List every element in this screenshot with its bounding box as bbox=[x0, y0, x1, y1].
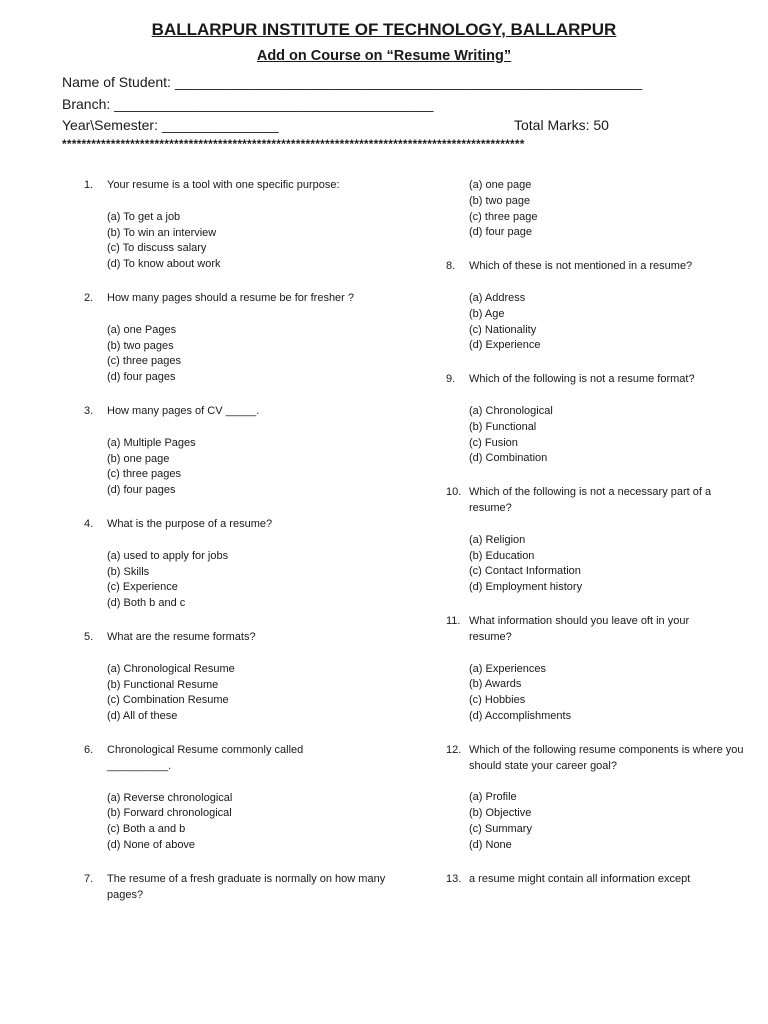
option: (b) two page bbox=[469, 194, 531, 207]
question bbox=[446, 743, 764, 775]
question-text: Which of the following is not a necessary part of a resume? bbox=[469, 486, 712, 514]
question-number: 11. bbox=[446, 614, 461, 627]
option: (a) one page bbox=[469, 179, 532, 191]
option: (b) two pages bbox=[107, 339, 174, 352]
option: (a) Chronological Resume bbox=[107, 662, 235, 675]
option: (a) Experiences bbox=[469, 662, 547, 675]
question-number: 3. bbox=[84, 404, 94, 417]
option: (a) used to apply for jobs bbox=[107, 549, 229, 562]
option: (c) Contact Information bbox=[469, 565, 581, 578]
question-text: Chronological Resume commonly called __________. bbox=[107, 743, 304, 772]
student-name-field: Name of Student: ____________________________________________________________ bbox=[62, 74, 643, 90]
question bbox=[84, 872, 392, 904]
question bbox=[84, 178, 384, 194]
left-column bbox=[84, 178, 384, 921]
option: (c) Nationality bbox=[469, 323, 537, 336]
option: (d) Employment history bbox=[469, 581, 583, 594]
question-number: 4. bbox=[84, 517, 94, 530]
question-text: The resume of a fresh graduate is normally on how many pages? bbox=[107, 872, 386, 901]
option: (b) Functional bbox=[469, 420, 537, 433]
question-number: 12. bbox=[446, 743, 462, 756]
separator-line: *********************************************************************************************** bbox=[62, 137, 525, 151]
option: (d) Combination bbox=[469, 452, 548, 465]
question-number: 9. bbox=[446, 373, 456, 386]
question-text: What are the resume formats? bbox=[107, 630, 256, 643]
option: (d) Both b and c bbox=[107, 597, 186, 610]
options-list bbox=[84, 323, 384, 386]
question-number: 8. bbox=[446, 260, 456, 273]
option: (c) Both a and b bbox=[107, 823, 186, 836]
question-number: 6. bbox=[84, 743, 94, 756]
right-column bbox=[446, 178, 746, 905]
option: (d) All of these bbox=[107, 710, 178, 723]
question bbox=[446, 485, 749, 517]
option: (b) one page bbox=[107, 452, 170, 465]
option: (c) Combination Resume bbox=[107, 694, 229, 707]
option: (c) To discuss salary bbox=[107, 242, 207, 255]
question bbox=[446, 259, 746, 275]
options-list bbox=[84, 791, 384, 854]
question bbox=[84, 291, 384, 307]
option: (d) four page bbox=[469, 226, 532, 239]
course-title: Add on Course on “Resume Writing” bbox=[256, 48, 512, 64]
options-list bbox=[446, 662, 746, 725]
option: (a) Chronological bbox=[469, 404, 553, 417]
option: (d) four pages bbox=[107, 371, 176, 384]
total-marks: Total Marks: 50 bbox=[514, 117, 609, 133]
option: (b) Education bbox=[469, 549, 535, 562]
question bbox=[84, 743, 367, 775]
question bbox=[84, 404, 384, 420]
question bbox=[446, 872, 746, 888]
option: (c) three pages bbox=[107, 468, 181, 481]
option: (c) Hobbies bbox=[469, 694, 526, 707]
options-list bbox=[446, 291, 746, 354]
option: (d) None of above bbox=[107, 838, 196, 851]
question bbox=[446, 614, 731, 646]
option: (b) Objective bbox=[469, 807, 532, 820]
branch-field: Branch: _________________________________________ bbox=[62, 96, 434, 112]
question bbox=[84, 630, 384, 646]
question-number: 7. bbox=[84, 872, 94, 885]
options-list bbox=[446, 533, 746, 596]
option: (a) Religion bbox=[469, 533, 526, 546]
option: (a) one Pages bbox=[107, 323, 177, 336]
option: (d) Accomplishments bbox=[469, 709, 572, 722]
option: (c) Summary bbox=[469, 822, 532, 835]
options-list bbox=[84, 549, 384, 612]
options-list bbox=[446, 404, 746, 467]
option: (a) Multiple Pages bbox=[107, 436, 196, 449]
options-list bbox=[84, 662, 384, 725]
option: (b) Forward chronological bbox=[107, 807, 232, 820]
options-list bbox=[446, 178, 746, 241]
question bbox=[446, 372, 746, 388]
option: (c) three pages bbox=[107, 355, 181, 368]
option: (d) None bbox=[469, 838, 512, 851]
question-text: Your resume is a tool with one specific purpose: bbox=[107, 179, 340, 191]
question-text: Which of these is not mentioned in a resume? bbox=[469, 260, 693, 273]
question-number: 5. bbox=[84, 630, 94, 643]
question-number: 10. bbox=[446, 486, 462, 499]
options-list bbox=[446, 790, 746, 853]
question-text: What information should you leave oft in your resume? bbox=[469, 614, 690, 643]
option: (b) Awards bbox=[469, 678, 522, 691]
option: (b) Age bbox=[469, 307, 505, 320]
option: (c) Fusion bbox=[469, 436, 518, 449]
option: (c) Experience bbox=[107, 581, 178, 594]
option: (d) Experience bbox=[469, 339, 541, 352]
question bbox=[84, 517, 384, 533]
question-number: 13. bbox=[446, 872, 462, 885]
option: (a) Profile bbox=[469, 791, 517, 804]
option: (d) four pages bbox=[107, 484, 176, 497]
option: (c) three page bbox=[469, 210, 538, 223]
option: (a) To get a job bbox=[107, 210, 181, 223]
options-list bbox=[84, 436, 384, 499]
year-semester-field: Year\Semester: _______________ bbox=[62, 117, 279, 133]
option: (b) To win an interview bbox=[107, 226, 217, 239]
question-text: How many pages should a resume be for fresher ? bbox=[107, 291, 355, 304]
question-text: a resume might contain all information except bbox=[469, 872, 691, 885]
question-number: 2. bbox=[84, 291, 94, 304]
question-text: Which of the following resume components is where you should state your career goal? bbox=[469, 743, 744, 772]
question-text: Which of the following is not a resume format? bbox=[469, 373, 695, 386]
options-list bbox=[84, 210, 384, 273]
option: (a) Address bbox=[469, 291, 526, 304]
question-number: 1. bbox=[84, 179, 94, 191]
option: (a) Reverse chronological bbox=[107, 791, 233, 804]
option: (b) Functional Resume bbox=[107, 678, 219, 691]
institute-title: BALLARPUR INSTITUTE OF TECHNOLOGY, BALLARPUR bbox=[151, 20, 617, 39]
option: (b) Skills bbox=[107, 565, 150, 578]
option: (d) To know about work bbox=[107, 258, 221, 271]
question-text: How many pages of CV _____. bbox=[107, 404, 260, 417]
question-text: What is the purpose of a resume? bbox=[107, 517, 273, 530]
